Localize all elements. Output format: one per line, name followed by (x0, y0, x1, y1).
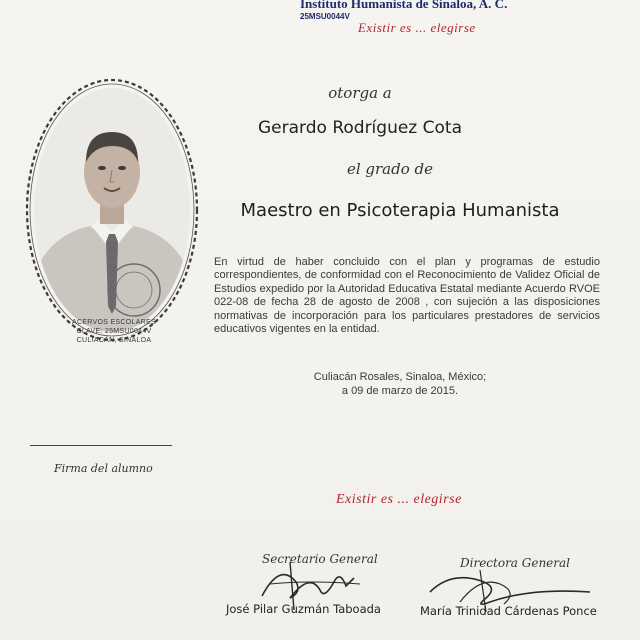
signatory-name-left: José Pilar Guzmán Taboada (226, 602, 381, 616)
date-text: a 09 de marzo de 2015. (341, 385, 459, 397)
student-signature-line (30, 445, 172, 446)
motto-header: Existir es ... elegirse (358, 20, 476, 35)
certificate-body: En virtud de haber concluido con el plan y programas de estudio correspondientes, de conformidad con el Reconocimiento de Validez Oficial de Estudios expedido por la Autoridad Educativa Estatal mediante Acuerdo RVOE 022-08 de fecha 28 de agosto de 2008 , con sujeción a las disposiciones normativas de incorporación para los particulares prestadores de servicios educativos vigentes en la entidad. (214, 256, 600, 336)
place-text: Culiacán Rosales, Sinaloa, México; (313, 371, 487, 383)
caption-line: ACERVOS ESCOLARES (72, 319, 156, 326)
student-signature-label: Firma del alumno (54, 462, 153, 475)
motto-footer: Existir es ... elegirse (336, 492, 462, 507)
signatory-title-right: Directora General (460, 556, 571, 570)
signatory-title-left: Secretario General (262, 552, 378, 566)
signatory-name-right: María Trinidad Cárdenas Ponce (420, 604, 597, 618)
grants-text: otorga a (328, 84, 392, 102)
institution-name: Instituto Humanista de Sinaloa, A. C. (300, 0, 508, 11)
place-and-date (300, 370, 500, 398)
recipient-name: Gerardo Rodríguez Cota (258, 118, 462, 138)
portrait-frame (24, 76, 200, 344)
caption-line: CLAVE: 25MSU0044V (76, 328, 152, 335)
degree-title: Maestro en Psicoterapia Humanista (240, 200, 560, 221)
institution-code: 25MSU0044V (300, 12, 350, 21)
portrait-photo (24, 76, 200, 344)
photo-stamp-caption (40, 318, 188, 345)
caption-line: CULIACÁN, SINALOA (76, 337, 152, 344)
degree-intro-text: el grado de (346, 160, 434, 178)
